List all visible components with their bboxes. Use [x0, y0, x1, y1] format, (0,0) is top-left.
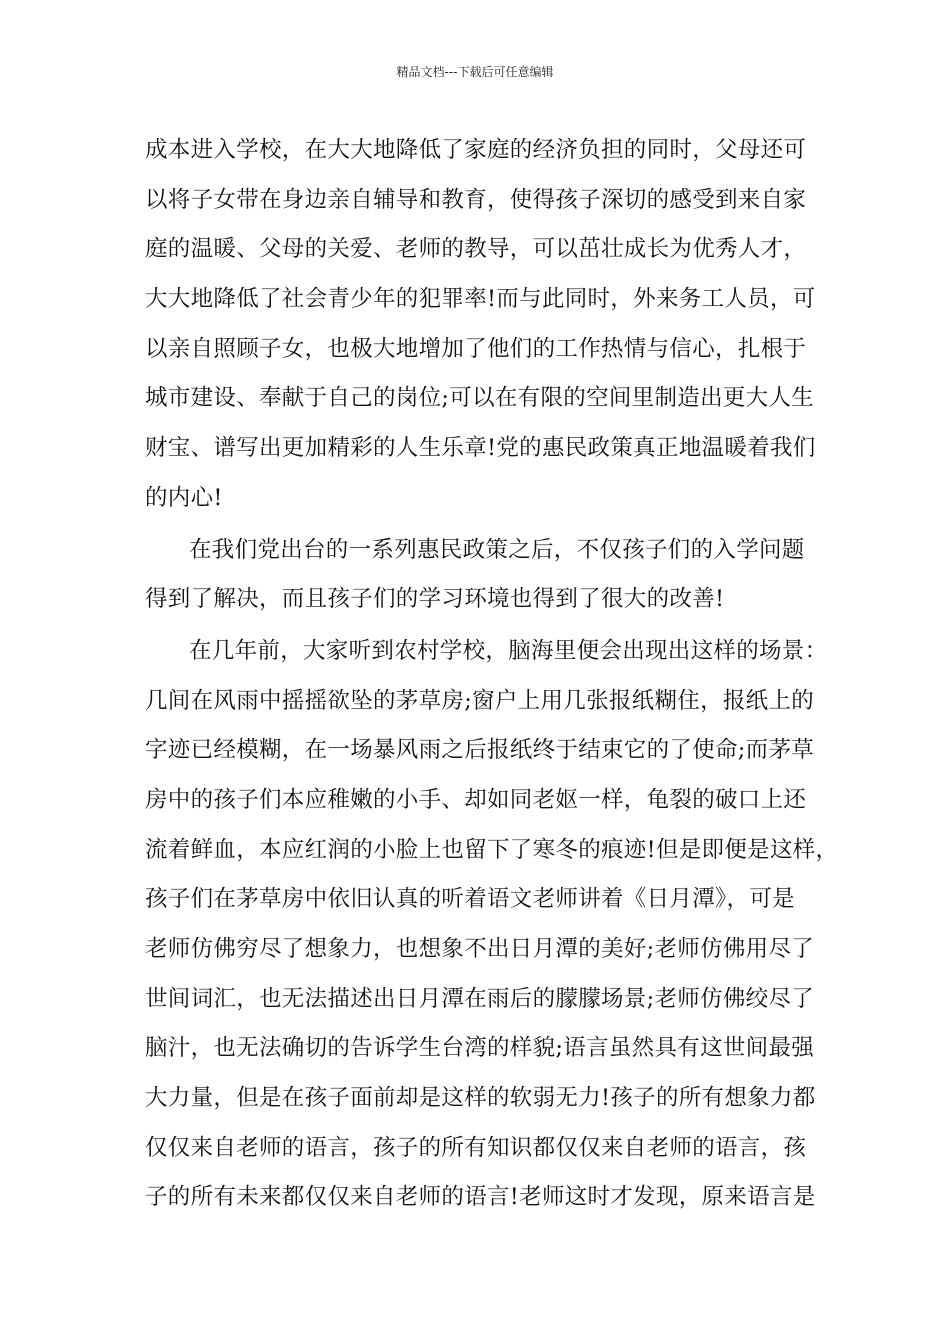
text-line-indented: 在几年前，大家听到农村学校，脑海里便会出现出这样的场景： [189, 637, 828, 664]
text-line: 老师仿佛穷尽了想象力，也想象不出日月潭的美好;老师仿佛用尽了 [145, 936, 815, 962]
paragraph-2 [145, 532, 809, 631]
body-text [145, 132, 839, 1229]
text-line: 脑汁，也无法确切的告诉学生台湾的样貌;语言虽然具有这世间最强 [145, 1035, 815, 1062]
text-line: 大力量，但是在孩子面前却是这样的软弱无力!孩子的所有想象力都 [145, 1085, 816, 1112]
text-line: 字迹已经模糊，在一场暴风雨之后报纸终于结束它的了使命;而茅草 [145, 737, 815, 764]
text-line: 世间词汇，也无法描述出日月潭在雨后的朦朦场景;老师仿佛绞尽了 [145, 985, 815, 1012]
text-line: 大大地降低了社会青少年的犯罪率!而与此同时，外来务工人员，可 [145, 286, 816, 313]
text-line: 庭的温暖、父母的关爱、老师的教导，可以茁壮成长为优秀人才， [145, 236, 807, 263]
page-header: 精品文档---下载后可任意编辑 [396, 65, 554, 79]
text-line: 子的所有未来都仅仅来自老师的语言!老师这时才发现，原来语言是 [145, 1184, 816, 1211]
text-line: 财宝、谱写出更加精彩的人生乐章!党的惠民政策真正地温暖着我们 [145, 435, 816, 462]
text-line: 的内心! [145, 484, 223, 511]
text-line: 几间在风雨中摇摇欲坠的茅草房;窗户上用几张报纸糊住，报纸上的 [145, 687, 815, 714]
text-line: 房中的孩子们本应稚嫩的小手、却如同老妪一样，龟裂的破口上还 [145, 786, 807, 813]
text-line: 得到了解决，而且孩子们的学习环境也得到了很大的改善! [145, 586, 725, 613]
paragraph-1 [145, 132, 816, 530]
text-line: 以亲自照顾子女，也极大地增加了他们的工作热情与信心，扎根于 [145, 335, 807, 362]
text-line: 成本进入学校，在大大地降低了家庭的经济负担的同时，父母还可 [145, 137, 807, 163]
paragraph-3 [145, 633, 839, 1229]
text-line-indented: 在我们党出台的一系列惠民政策之后，不仅孩子们的入学问题 [189, 536, 805, 563]
text-line: 以将子女带在身边亲自辅导和教育，使得孩子深切的感受到来自家 [145, 186, 807, 213]
text-line: 城市建设、奉献于自己的岗位;可以在有限的空间里制造出更大人生 [145, 385, 815, 412]
text-line: 孩子们在茅草房中依旧认真的听着语文老师讲着《日月潭》，可是 [145, 886, 795, 913]
text-line: 流着鲜血，本应红润的小脸上也留下了寒冬的痕迹!但是即便是这样， [145, 836, 839, 863]
text-line: 仅仅来自老师的语言，孩子的所有知识都仅仅来自老师的语言，孩 [145, 1134, 807, 1161]
